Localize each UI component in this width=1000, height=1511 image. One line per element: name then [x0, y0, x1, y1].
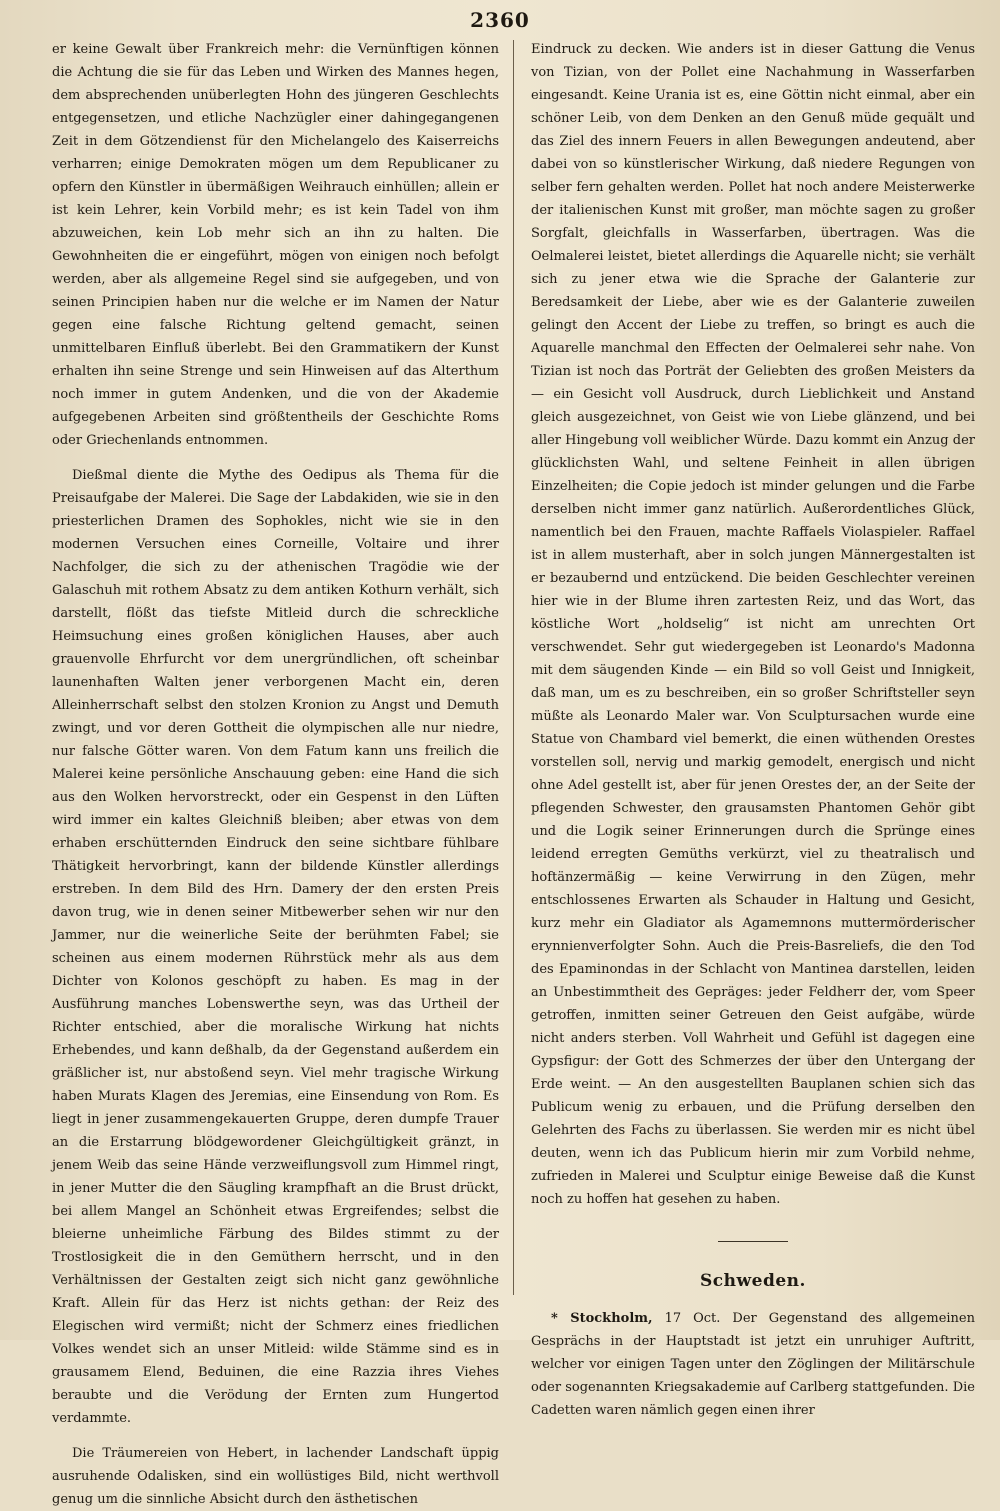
paragraph-left-1: er keine Gewalt über Frankreich mehr: die Vernünftigen können die Achtung die sie für das Leben und Wirken des Mannes hegen, dem absprechenden unüberlegten Hohn des jüngeren Geschlechts entgegensetzen, und etliche Nachzügler einer dahingegangenen Zeit in dem Götzendienst für den Michelangelo des Kaiserreichs verharren; einige Demokraten mögen um dem Republicaner zu opfern den Künstler in übermäßigen Weihrauch einhüllen; allein er ist kein Lehrer, kein Vorbild mehr; es ist kein Tadel von ihm abzuweichen, kein Lob mehr sich an ihn zu halten. Die Gewohnheiten die er eingeführt, mögen von einigen noch befolgt werden, aber als allgemeine Regel sind sie aufgegeben, und von seinen Principien haben nur die welche er im Namen der Natur gegen eine falsche Richtung geltend gemacht, seinen unmittelbaren Einfluß überlebt. Bei den Grammatikern der Kunst erhalten ihn seine Strenge und sein Hinweisen auf das Alterthum noch immer in gutem Andenken, und die von der Akademie aufgegebenen Arbeiten sind größtentheils der Geschichte Roms oder Griechenlands entnommen. — [52, 42, 499, 448]
section-title: Schweden. — [700, 1271, 806, 1291]
left-column — [52, 38, 505, 1511]
column-divider — [513, 40, 514, 1295]
dateline: * Stockholm, — [551, 1311, 653, 1326]
paragraph-left-2: Dießmal diente die Mythe des Oedipus als Thema für die Preisaufgabe der Malerei. Die Sage der Labdakiden, wie sie in den priesterlichen Dramen des Sophokles, nicht wie sie in den modernen Versuchen eines Corneille, Voltaire und ihrer Nachfolger, die sich zu der athenischen Tragödie wie der Galaschuh mit rothem Absatz zu dem antiken Kothurn verhält, sich darstellt, flößt das tiefste Mitleid durch die schreckliche Heimsuchung eines großen königlichen Hauses, aber auch grauenvolle Ehrfurcht vor dem unergründlichen, oft scheinbar launenhaften Walten jener verborgenen Macht ein, deren Alleinherrschaft selbst den stolzen Kronion zu Angst und Demuth zwingt, und vor deren Gottheit die olympischen alle nur niedre, nur falsche Götter waren. Von dem Fatum kann uns freilich die Malerei keine persönliche Anschauung geben: eine Hand die sich aus den Wolken hervorstreckt, oder ein Gespenst in den Lüften wird immer ein kaltes Gleichniß bleiben; aber etwas von dem erhaben erschütternden Eindruck den seine sichtbare fühlbare Thätigkeit hervorbringt, kann der bildende Künstler allerdings erstreben. In dem Bild des Hrn. Damery der den ersten Preis davon trug, wie in denen seiner Mitbewerber sehen wir nur den Jammer, nur die weinerliche Seite der berühmten Fabel; sie scheinen aus einem modernen Rührstück mehr als aus dem Dichter von Kolonos geschöpft zu haben. Es mag in der Ausführung manches Lobenswerthe seyn, was das Urtheil der Richter entschied, aber die moralische Wirkung hat nichts Erhebendes, und kann deßhalb, da der Gegenstand außerdem ein gräßlicher ist, nur abstoßend seyn. Viel mehr tragische Wirkung haben Murats Klagen des Jeremias, eine Einsendung von Rom. Es liegt in jener zusammengekauerten Gruppe, deren dumpfe Trauer an die Erstarrung blödgewordener Gleichgültigkeit gränzt, in jenem Weib das seine Hände verzweiflungsvoll zum Himmel ringt, in jener Mutter die den Säugling krampfhaft an die Brust drückt, bei allem Mangel an Schönheit etwas Ergreifendes; selbst die bleierne unheimliche Färbung des Bildes stimmt zu der Trostlosigkeit die in den Gemüthern herrscht, und in den Verhältnissen der Gestalten zeigt sich nicht ganz gewöhnliche Kraft. Allein für das Herz ist nichts gethan: der Reiz des Elegischen wird vermißt; nicht der Schmerz eines friedlichen Volkes wendet sich an unser Mitleid: wilde Stämme sind es in grausamem Elend, Beduinen, die eine Razzia ihres Viehes beraubte und die Verödung der Ernten zum Hungertod verdammte. — [52, 468, 499, 1426]
paragraph-right-2 — [531, 1307, 975, 1422]
paragraph-left-3: Die Träumereien von Hebert, in lachender Landschaft üppig ausruhende Odalisken, sind ein wollüstiges Bild, nicht werthvoll genug um die sinnliche Absicht durch den ästhetischen — [52, 1446, 499, 1507]
page-number: 2360 — [470, 8, 530, 32]
right-column — [525, 38, 975, 1422]
section-divider — [718, 1241, 788, 1242]
paragraph-right-2-text: 17 Oct. Der Gegenstand des allgemeinen Gesprächs in der Hauptstadt ist jetzt ein unruhiger Auftritt, welcher vor einigen Tagen unter den Zöglingen der Militärschule oder sogenannten Kriegsakademie auf Carlberg stattgefunden. Die Cadetten waren nämlich gegen einen ihrer — [531, 1311, 975, 1418]
paragraph-right-1: Eindruck zu decken. Wie anders ist in dieser Gattung die Venus von Tizian, von der Pollet eine Nachahmung in Wasserfarben eingesandt. Keine Urania ist es, eine Göttin nicht einmal, aber ein schöner Leib, von dem Denken an den Genuß müde gequält und das Ziel des innern Feuers in allen Bewegungen andeutend, aber dabei von so künstlerischer Wirkung, daß niedere Regungen von selber fern gehalten werden. Pollet hat noch andere Meisterwerke der italienischen Kunst mit großer, man möchte sagen zu großer Sorgfalt, gleichfalls in Wasserfarben, übertragen. Was die Oelmalerei leistet, bietet allerdings die Aquarelle nicht; sie verhält sich zu jener etwa wie die Sprache der Galanterie zur Beredsamkeit der Liebe, aber wie es der Galanterie zuweilen gelingt den Accent der Liebe zu treffen, so bringt es auch die Aquarelle manchmal den Effecten der Oelmalerei sehr nahe. Von Tizian ist noch das Porträt der Geliebten des großen Meisters da — ein Gesicht voll Ausdruck, durch Lieblichkeit und Anstand gleich ausgezeichnet, von Geist wie von Liebe glänzend, und bei aller Hingebung voll weiblicher Würde. Dazu kommt ein Anzug der glücklichsten Wahl, und seltene Feinheit in allen übrigen Einzelheiten; die Copie jedoch ist minder gelungen und die Farbe derselben nicht immer ganz natürlich. Außerordentliches Glück, namentlich bei den Frauen, machte Raffaels Violaspieler. Raffael ist in allem musterhaft, aber in solch jungen Männergestalten ist er bezaubernd und entzückend. Die beiden Geschlechter vereinen hier wie in der Blume ihren zartesten Reiz, und das Wort, das köstliche Wort „holdselig“ ist nicht am unrechten Ort verschwendet. Sehr gut wiedergegeben ist Leonardo's Madonna mit dem säugenden Kinde — ein Bild so voll Geist und Innigkeit, daß man, um es zu beschreiben, ein so großer Schriftsteller seyn müßte als Leonardo Maler war. Von Sculptursachen wurde eine Statue von Chambard viel bemerkt, die einen wüthenden Orestes vorstellen soll, nervig und markig gemodelt, energisch und nicht ohne Adel gestellt ist, aber für jenen Orestes der, an der Seite der pflegenden Schwester, den grausamsten Phantomen Gehör gibt und die Logik seiner Erinnerungen durch die Sprünge eines leidend erregten Gemüths verkürzt, viel zu theatralisch und hoftänzermäßig — keine Verwirrung in den Zügen, mehr entschlossenes Erwarten als Schauder in Haltung und Gesicht, kurz mehr ein Gladiator als Agamemnons muttermörderischer erynnienverfolgter Sohn. Auch die Preis-Basreliefs, die den Tod des Epaminondas in der Schlacht von Mantinea darstellen, leiden an Unbestimmtheit des Gepräges: jeder Feldherr der, vom Speer getroffen, inmitten seiner Getreuen den Geist aufgäbe, würde nicht anders sterben. Voll Wahrheit und Gefühl ist dagegen eine Gypsfigur: der Gott des Schmerzes der über den Untergang der Erde weint. — An den ausgestellten Bauplanen schien sich das Publicum wenig zu erbauen, und die Prüfung derselben den Gelehrten des Fachs zu überlassen. Sie werden mir es nicht übel deuten, wenn ich das Publicum hierin mir zum Vorbild nehme, zufrieden in Malerei und Sculptur einige Beweise daß die Kunst noch zu hoffen hat gesehen zu haben. — [531, 42, 975, 1207]
